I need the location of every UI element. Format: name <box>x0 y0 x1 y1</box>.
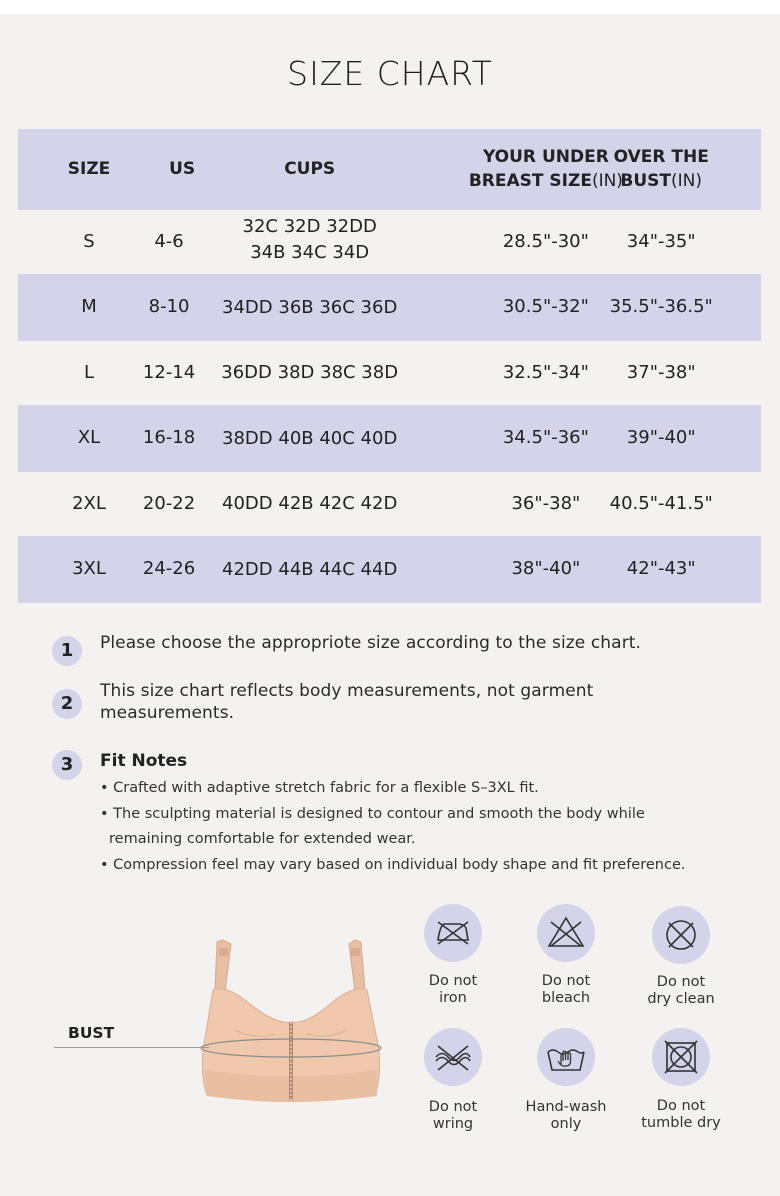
care-label-line2: iron <box>439 990 467 1006</box>
table-row <box>18 210 761 274</box>
table-row <box>18 536 761 603</box>
header-over-bust-line2: BUST <box>620 170 672 191</box>
cell-cups-line1: 42DD 44B 44C 44D <box>222 558 398 580</box>
cell-cups <box>165 491 454 517</box>
fit-notes-title: Fit Notes <box>100 751 188 771</box>
cell-under-breast: 34.5"-36" <box>502 427 589 449</box>
care-label <box>398 1099 508 1133</box>
cell-us: 24-26 <box>142 558 196 580</box>
note-2-text-line2: measurements. <box>100 703 235 723</box>
care-label-line2: bleach <box>541 990 591 1006</box>
cell-over-bust: 40.5"-41.5" <box>609 492 713 514</box>
fit-note-bullet: • Crafted with adaptive stretch fabric for a flexible S–3XL fit. <box>100 780 539 796</box>
table-row <box>18 274 761 341</box>
fit-note-bullet: • The sculpting material is designed to contour and smooth the body while <box>100 805 645 822</box>
hand-wash-icon <box>537 1028 595 1086</box>
care-label-line1: Do not <box>428 1099 478 1115</box>
cell-over-bust: 42"-43" <box>626 558 696 580</box>
cell-cups-line1: 36DD 38D 38C 38D <box>221 362 399 383</box>
fit-note-bullet: • Compression feel may vary based on individual body shape and fit preference. <box>100 856 686 873</box>
cell-cups <box>165 426 454 452</box>
header-over-bust-unit: (IN) <box>671 170 703 191</box>
do-not-tumble-dry-icon <box>652 1028 710 1086</box>
cell-over-bust: 34"-35" <box>626 230 696 252</box>
bust-measure-line <box>54 1047 209 1048</box>
cell-over-bust: 37"-38" <box>626 361 696 383</box>
note-1-text: Please choose the appropriote size according to the size chart. <box>100 633 642 653</box>
note-2 <box>52 680 752 724</box>
table-row <box>18 472 761 536</box>
do-not-bleach-icon <box>537 904 595 962</box>
cell-under-breast: 28.5"-30" <box>502 230 589 252</box>
cell-cups <box>165 360 454 386</box>
header-under-breast-line2: BREAST SIZE <box>468 170 592 191</box>
do-not-dry-clean-icon <box>652 906 710 964</box>
cell-us: 16-18 <box>142 427 196 449</box>
care-label-line2: only <box>550 1116 582 1132</box>
care-label <box>511 1099 621 1133</box>
care-label-line2: tumble dry <box>641 1115 721 1131</box>
fit-note-bullet-continued: remaining comfortable for extended wear. <box>109 831 416 847</box>
care-label-line2: dry clean <box>647 991 715 1007</box>
header-under-breast-unit: (IN) <box>591 170 623 191</box>
cell-over-bust: 39"-40" <box>626 427 696 449</box>
care-label-line1: Do not <box>541 973 591 989</box>
care-label-line2: wring <box>432 1116 474 1132</box>
cell-under-breast: 38"-40" <box>511 558 581 580</box>
size-table <box>18 129 761 603</box>
cell-size: M <box>81 296 97 318</box>
table-row <box>18 405 761 472</box>
cell-us: 8-10 <box>148 296 190 318</box>
cell-size: 3XL <box>72 558 106 580</box>
cell-cups-line2: 34B 34C 34D <box>250 242 370 263</box>
do-not-wring-icon <box>424 1028 482 1086</box>
table-row <box>18 341 761 405</box>
table-header-row <box>18 129 761 210</box>
header-under-breast-line1: YOUR UNDER <box>482 147 609 168</box>
cell-under-breast: 32.5"-34" <box>502 361 589 383</box>
cell-under-breast: 36"-38" <box>511 492 581 514</box>
cell-size: 2XL <box>72 492 106 514</box>
cell-cups-line1: 34DD 36B 36C 36D <box>222 296 398 318</box>
bra-illustration <box>195 930 395 1110</box>
top-strip <box>0 0 780 14</box>
cell-us: 12-14 <box>142 361 196 383</box>
cell-us: 4-6 <box>154 230 184 252</box>
do-not-iron-icon <box>424 904 482 962</box>
care-label-line1: Do not <box>656 1098 706 1114</box>
care-label <box>626 974 736 1008</box>
note-number-1: 1 <box>52 636 82 666</box>
header-over-bust <box>601 146 721 193</box>
cell-us: 20-22 <box>142 492 196 514</box>
cell-cups <box>165 557 454 583</box>
cell-size: S <box>83 230 95 252</box>
care-label <box>626 1098 736 1132</box>
note-number-2: 2 <box>52 689 82 719</box>
cell-size: XL <box>77 427 101 449</box>
header-over-bust-line1: OVER THE <box>613 147 709 168</box>
note-3 <box>52 750 752 878</box>
note-1 <box>52 632 752 661</box>
care-label-line1: Do not <box>428 973 478 989</box>
care-label-line1: Do not <box>656 974 706 990</box>
cell-size: L <box>83 361 95 383</box>
cell-cups-line1: 32C 32D 32DD <box>242 216 377 237</box>
cell-cups <box>165 214 454 266</box>
cell-under-breast: 30.5"-32" <box>502 296 589 318</box>
header-cups: CUPS <box>284 158 336 179</box>
care-label <box>511 973 621 1007</box>
care-label-line1: Hand-wash <box>525 1099 607 1115</box>
note-number-3: 3 <box>52 750 82 780</box>
bust-label: BUST <box>68 1024 115 1042</box>
cell-cups <box>165 295 454 321</box>
page-title: SIZE CHART <box>287 54 493 93</box>
header-size: SIZE <box>67 158 111 179</box>
header-us: US <box>169 158 196 179</box>
fit-notes-list <box>100 776 752 878</box>
note-2-text-line1: This size chart reflects body measurements, not garment <box>100 681 594 701</box>
cell-cups-line1: 40DD 42B 42C 42D <box>222 493 398 514</box>
cell-over-bust: 35.5"-36.5" <box>609 296 713 318</box>
cell-cups-line1: 38DD 40B 40C 40D <box>222 427 398 449</box>
care-label <box>398 973 508 1007</box>
